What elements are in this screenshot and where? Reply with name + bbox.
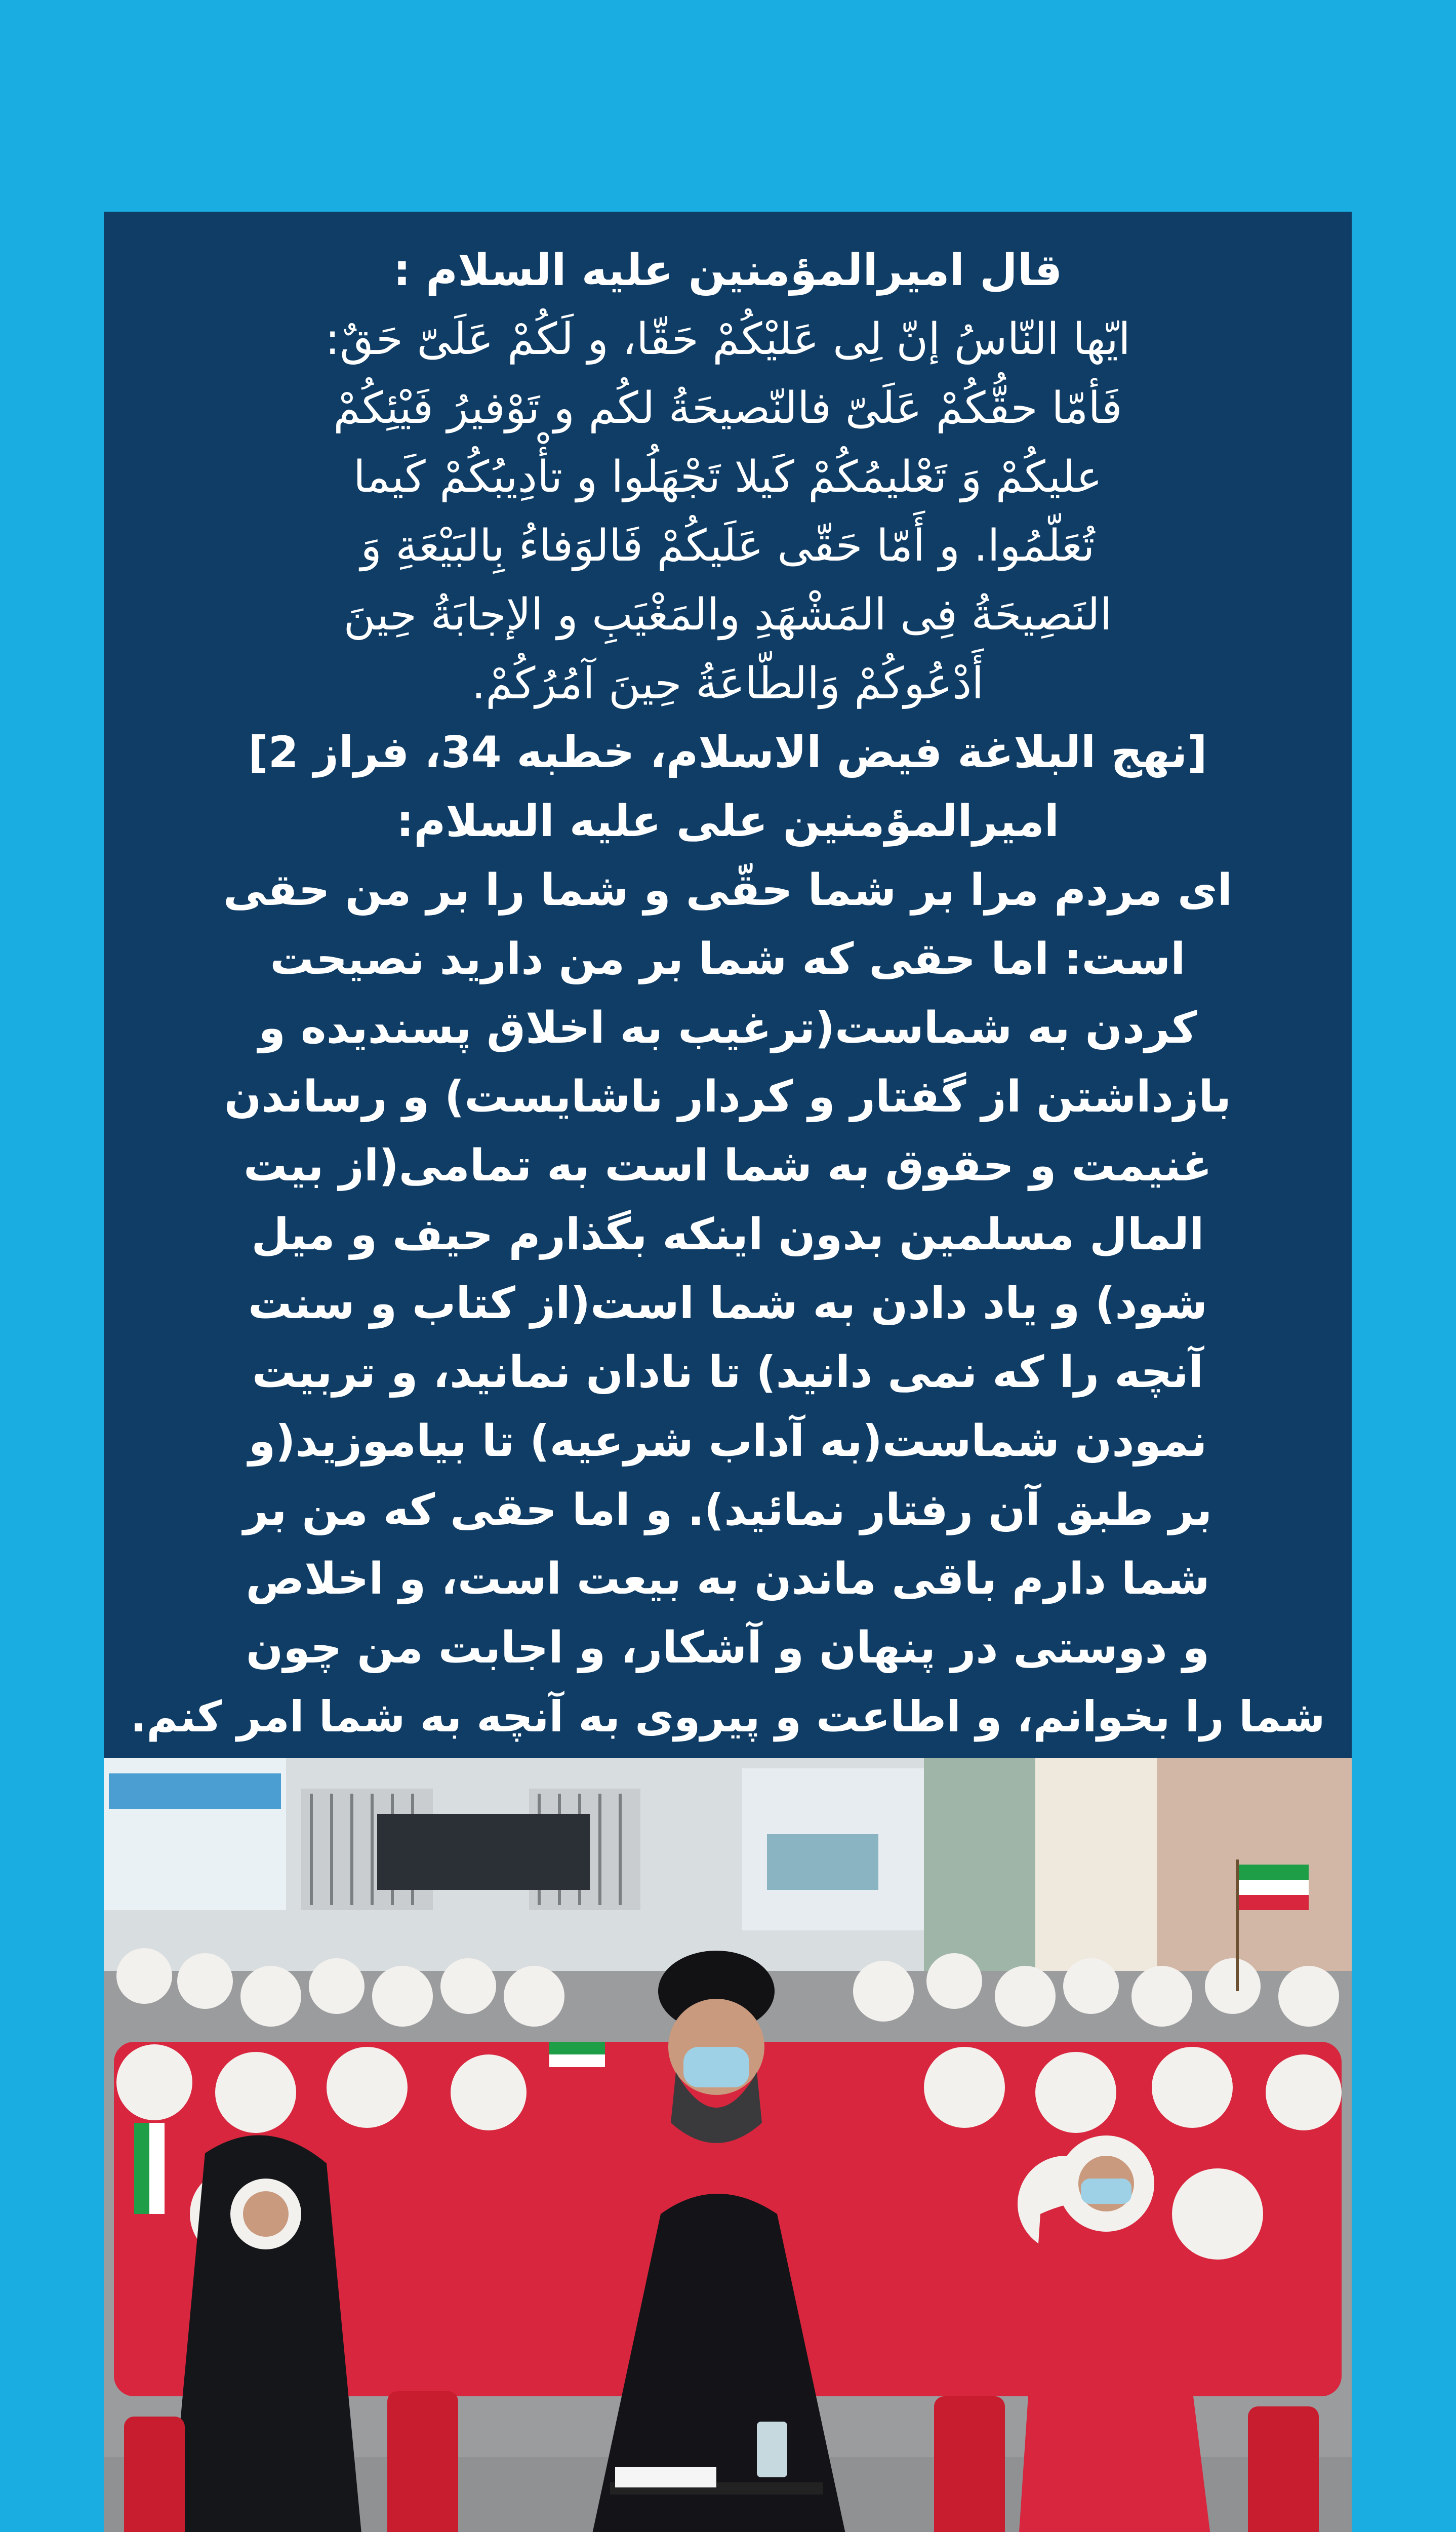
arabic-line-6: أَدْعُوکُمْ وَالطّاعَةُ حِینَ آمُرُکُمْ. bbox=[471, 658, 984, 709]
quote-heading: قال امیرالمؤمنین علیه السلام : bbox=[393, 245, 1063, 296]
translation-line-6: المال مسلمین بدون اینکه بگذارم حیف و میل bbox=[251, 1209, 1204, 1260]
translation-line-10: بر طبق آن رفتار نمائید). و اما حقی که من بر bbox=[243, 1485, 1212, 1535]
ceremony-photo-illustration bbox=[104, 1758, 1352, 2532]
translation-heading: امیرالمؤمنین علی علیه السلام: bbox=[396, 796, 1060, 847]
translation-line-7: شود) و یاد دادن به شما است(از کتاب و سنت bbox=[248, 1278, 1208, 1329]
translation-line-2: است: اما حقی که شما بر من دارید نصیحت bbox=[270, 934, 1186, 984]
translation-line-9: نمودن شماست(به آداب شرعیه) تا بیاموزید(و bbox=[248, 1416, 1207, 1467]
translation-line-3: کردن به شماست(ترغیب به اخلاق پسندیده و bbox=[258, 1003, 1197, 1053]
translation-line-8: آنچه را که نمی دانید) تا نادان نمانید، و تربیت bbox=[252, 1347, 1204, 1398]
arabic-line-5: النَصِیحَةُ فِی المَشْهَدِ والمَغْیَبِ و الإجابَةُ حِینَ bbox=[343, 589, 1112, 640]
translation-line-1: ای مردم مرا بر شما حقّی و شما را بر من حقی bbox=[223, 865, 1233, 916]
translation-line-5: غنیمت و حقوق به شما است به تمامی(از بیت bbox=[243, 1140, 1212, 1191]
translation-line-12: و دوستی در پنهان و آشکار، و اجابت من چون bbox=[246, 1623, 1210, 1673]
arabic-line-4: تُعَلّمُوا. و أَمّا حَقّی عَلَیکُمْ فَالوَفاءُ بِالبَیْعَةِ وَ bbox=[360, 521, 1095, 571]
quote-card bbox=[104, 212, 1352, 1758]
source-citation: [نهج البلاغة فیض الاسلام، خطبه 34، فراز 2] bbox=[248, 727, 1207, 778]
arabic-line-2: فَأمّا حقُّکُمْ عَلَیّ فالنّصیحَةُ لکُم و تَوْفیرُ فَیْئِکُمْ bbox=[333, 383, 1122, 433]
translation-line-4: بازداشتن از گفتار و کردار ناشایست) و رساندن bbox=[224, 1072, 1232, 1122]
arabic-line-3: علیکُمْ وَ تَعْلیمُکُمْ کَیلا تَجْهَلُوا و تأْدِیبُکُمْ کَیما bbox=[353, 452, 1103, 502]
translation-line-13: شما را بخوانم، و اطاعت و پیروی به آنچه به شما امر کنم. bbox=[130, 1692, 1325, 1742]
arabic-line-1: ایّها النّاسُ إنّ لِی عَلیْکُمْ حَقّا، و لَکُمْ عَلَیّ حَقٌ: bbox=[325, 314, 1130, 365]
translation-line-11: شما دارم باقی ماندن به بیعت است، و اخلاص bbox=[246, 1554, 1210, 1604]
ceremony-photo bbox=[104, 1758, 1352, 2532]
